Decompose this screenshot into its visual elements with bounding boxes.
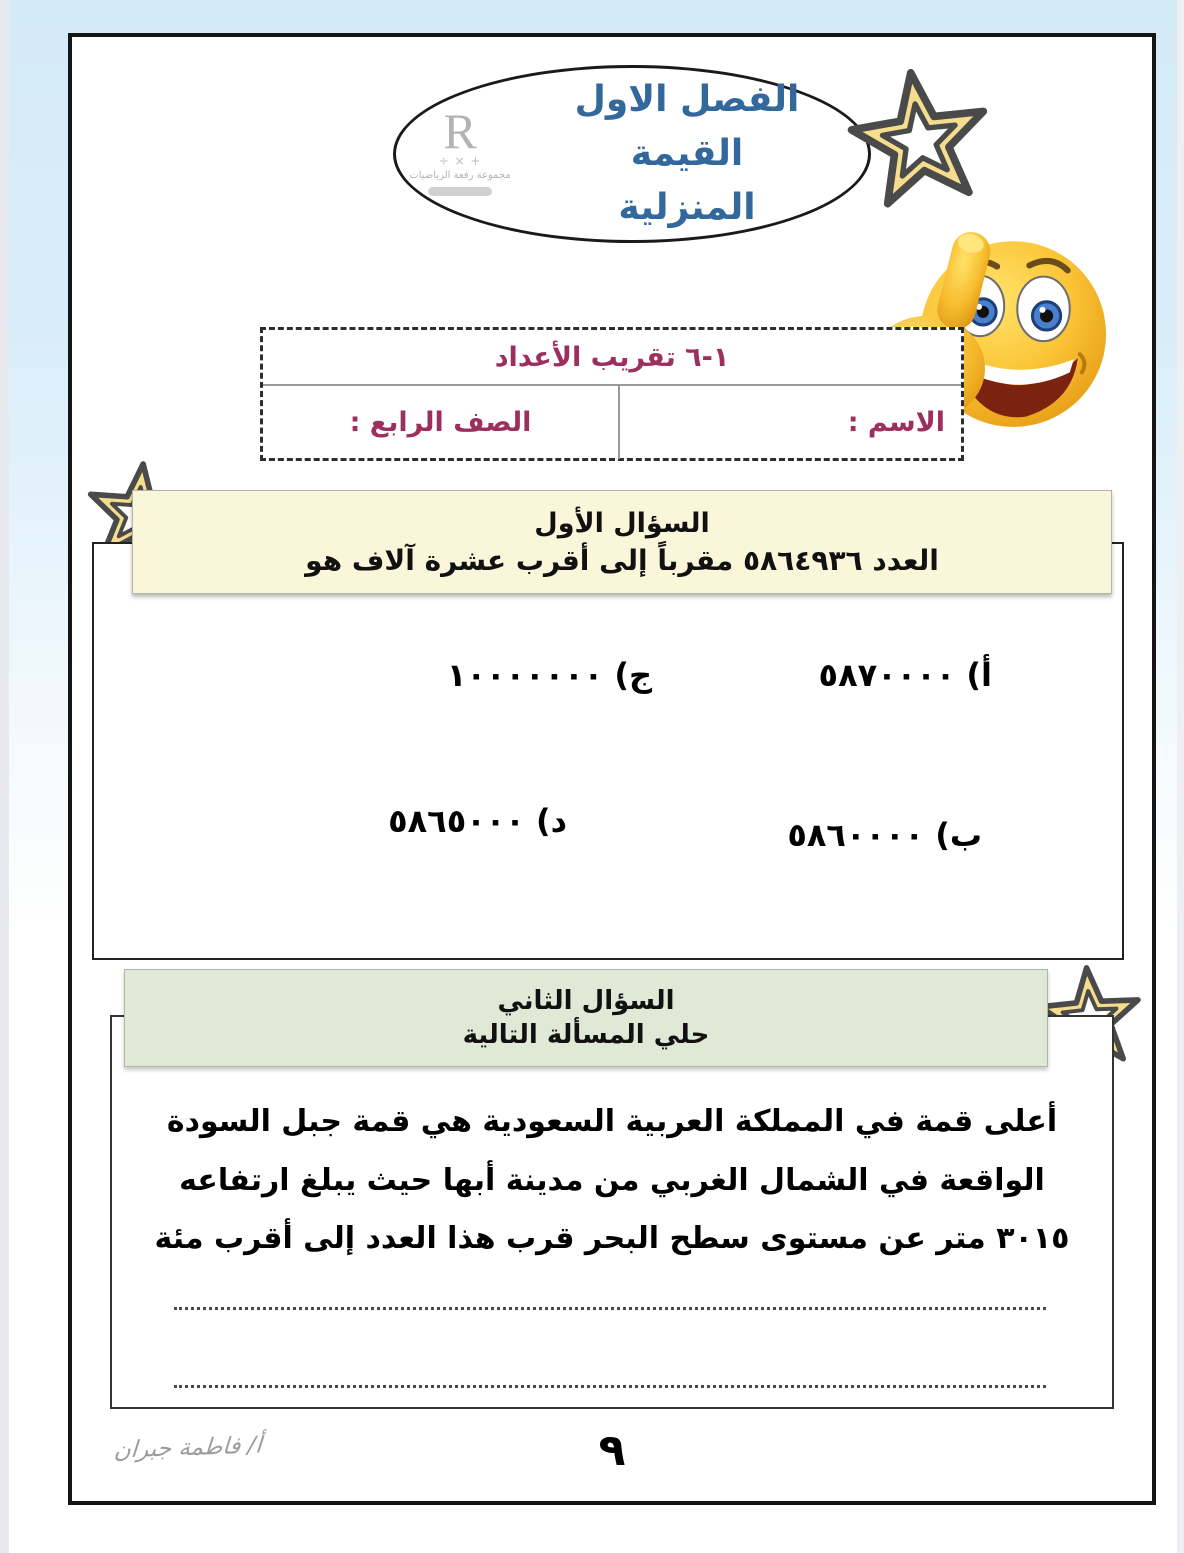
chapter-title-line2: المنزلية <box>618 187 756 228</box>
question2-answer-area <box>110 1015 1114 1409</box>
question2-header <box>124 969 1048 1067</box>
answer-dotted-line <box>174 1385 1046 1388</box>
chapter-title <box>520 73 868 235</box>
worksheet-page <box>68 33 1156 1505</box>
question2-title: السؤال الثاني <box>497 986 675 1016</box>
screen-edge-strip-left <box>0 0 9 1553</box>
question1-option-b: ب) ٥٨٦٠٠٠٠ <box>787 816 982 854</box>
lesson-info-box <box>260 327 964 461</box>
page-number: ٩ <box>598 1425 626 1476</box>
question1-header <box>132 490 1112 594</box>
question1-prompt: العدد ٥٨٦٤٩٣٦ مقرباً إلى أقرب عشرة آلاف هو <box>305 543 939 577</box>
question1-option-d: د) ٥٨٦٥٠٠٠ <box>388 802 567 840</box>
question1-answer-area <box>92 542 1124 960</box>
name-field-label: الاسم : <box>847 407 945 438</box>
screen-edge-strip-right <box>1177 0 1184 1553</box>
publisher-logo-banner <box>428 187 492 196</box>
publisher-logo-letter: R <box>443 102 477 159</box>
publisher-logo <box>396 102 514 200</box>
math-symbols-icon: + × ÷ <box>438 153 482 168</box>
class-field-label: الصف الرابع : <box>349 407 532 438</box>
question1-option-a: أ) ٥٨٧٠٠٠٠ <box>818 656 992 694</box>
question1-option-j: ج) ١٠٠٠٠٠٠٠ <box>446 656 652 694</box>
chapter-title-ellipse <box>393 65 871 243</box>
teacher-signature: أ/ فاطمة جبران <box>113 1432 263 1464</box>
answer-dotted-line <box>174 1307 1046 1310</box>
question2-problem-text: أعلى قمة في المملكة العربية السعودية هي قمة جبل السودة الواقعة في الشمال الغربي من مدينة أبها حيث يبلغ ارتفاعه ٣٠١٥ متر عن مستوى سطح البحر قرب هذا العدد إلى أقرب مئة <box>154 1104 1070 1256</box>
star-icon <box>834 49 1007 229</box>
question1-title: السؤال الأول <box>534 507 710 539</box>
chapter-title-line1: الفصل الاول القيمة <box>574 79 800 174</box>
lesson-fields-row <box>263 386 961 459</box>
question2-subtitle: حلي المسألة التالية <box>462 1020 710 1050</box>
publisher-logo-name: مجموعة رفعة الرياضيات <box>409 169 511 181</box>
lesson-fields-divider <box>618 386 620 459</box>
lesson-title: ١-٦ تقريب الأعداد <box>263 330 961 386</box>
